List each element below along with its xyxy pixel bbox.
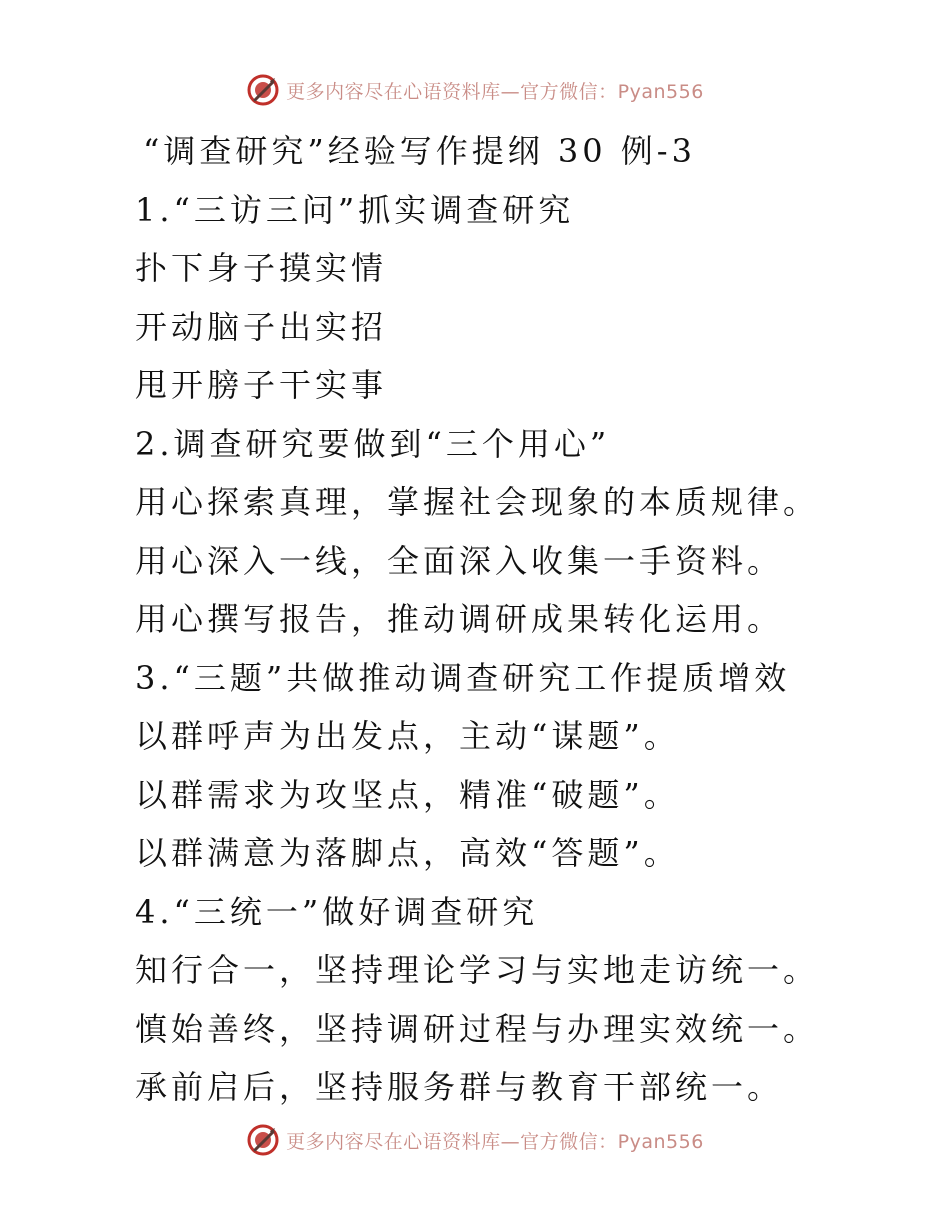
section-heading-4: 4.“三统一”做好调查研究 xyxy=(135,892,539,931)
section-heading-1: 1.“三访三问”抓实调查研究 xyxy=(135,190,575,229)
text-line: 扑下身子摸实情 xyxy=(135,249,388,287)
text-line: 用心深入一线，全面深入收集一手资料。 xyxy=(135,541,784,580)
text-line: 承前启后，坚持服务群与教育干部统一。 xyxy=(135,1068,784,1106)
document-body xyxy=(135,122,925,1117)
watermark-text: 更多内容尽在心语资料库—官方微信：Pyan556 xyxy=(286,80,704,103)
brand-logo-icon xyxy=(246,73,280,107)
text-line: 用心撰写报告，推动调研成果转化运用。 xyxy=(135,600,784,638)
page-title: “调查研究”经验写作提纲 30 例-3 xyxy=(143,132,696,170)
text-line: 开动脑子出实招 xyxy=(135,307,388,346)
watermark-footer xyxy=(0,1120,950,1160)
text-line: 以群满意为落脚点，高效“答题”。 xyxy=(135,834,680,872)
text-line: 甩开膀子干实事 xyxy=(135,366,388,404)
text-line: 以群需求为攻坚点，精准“破题”。 xyxy=(135,775,680,814)
brand-logo-icon xyxy=(246,1123,280,1157)
text-line: 知行合一，坚持理论学习与实地走访统一。 xyxy=(135,951,820,989)
text-line: 以群呼声为出发点，主动“谋题”。 xyxy=(135,717,680,755)
watermark-text: 更多内容尽在心语资料库—官方微信：Pyan556 xyxy=(286,1130,704,1153)
section-heading-3: 3.“三题”共做推动调查研究工作提质增效 xyxy=(135,658,791,697)
watermark-header xyxy=(0,70,950,110)
text-line: 用心探索真理，掌握社会现象的本质规律。 xyxy=(135,483,820,521)
text-line: 慎始善终，坚持调研过程与办理实效统一。 xyxy=(135,1009,820,1048)
section-heading-2: 2.调查研究要做到“三个用心” xyxy=(135,424,611,463)
